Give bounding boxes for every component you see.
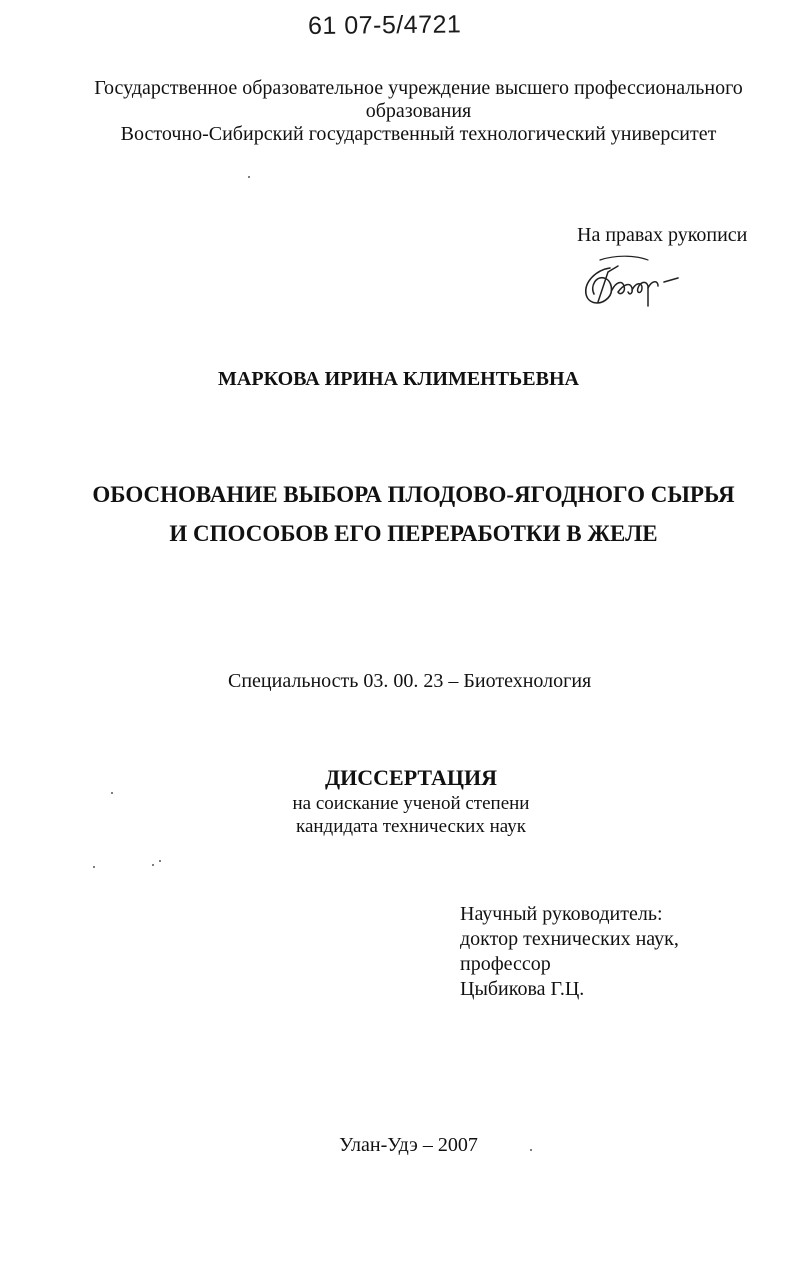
scan-speck [111, 792, 113, 794]
title-line-2: И СПОСОБОВ ЕГО ПЕРЕРАБОТКИ В ЖЕЛЕ [169, 521, 658, 546]
dissertation-heading: ДИССЕРТАЦИЯ [325, 765, 497, 790]
dissertation-degree [0, 792, 797, 838]
rights-note: На правах рукописи [577, 224, 748, 246]
specialty: Специальность 03. 00. 23 – Биотехнология [228, 670, 592, 692]
scientific-advisor [460, 902, 679, 1002]
institution-line-1: Государственное образовательное учреждение высшего профессионального [94, 77, 743, 99]
advisor-rank: профессор [460, 953, 551, 975]
author-name: МАРКОВА ИРИНА КЛИМЕНТЬЕВНА [218, 368, 579, 390]
scan-speck [93, 866, 95, 868]
advisor-degree: доктор технических наук, [460, 928, 679, 950]
city-year: Улан-Удэ – 2007 [339, 1134, 478, 1156]
scan-speck [530, 1149, 532, 1151]
scan-speck [159, 860, 161, 862]
advisor-name: Цыбикова Г.Ц. [460, 978, 585, 1000]
catalog-number: 61 07-5/4721 [307, 10, 462, 40]
advisor-label: Научный руководитель: [460, 903, 663, 925]
degree-line-1: на соискание ученой степени [292, 793, 530, 814]
institution-line-3: Восточно-Сибирский государственный технологический университет [120, 123, 717, 145]
dissertation-title [0, 475, 797, 553]
degree-line-2: кандидата технических наук [296, 816, 526, 837]
scan-speck [248, 176, 250, 178]
institution-line-2: образования [365, 100, 472, 122]
signature-image [578, 250, 688, 312]
title-line-1: ОБОСНОВАНИЕ ВЫБОРА ПЛОДОВО-ЯГОДНОГО СЫРЬЯ [92, 482, 735, 507]
institution-header [60, 77, 777, 146]
scan-speck [152, 864, 154, 866]
